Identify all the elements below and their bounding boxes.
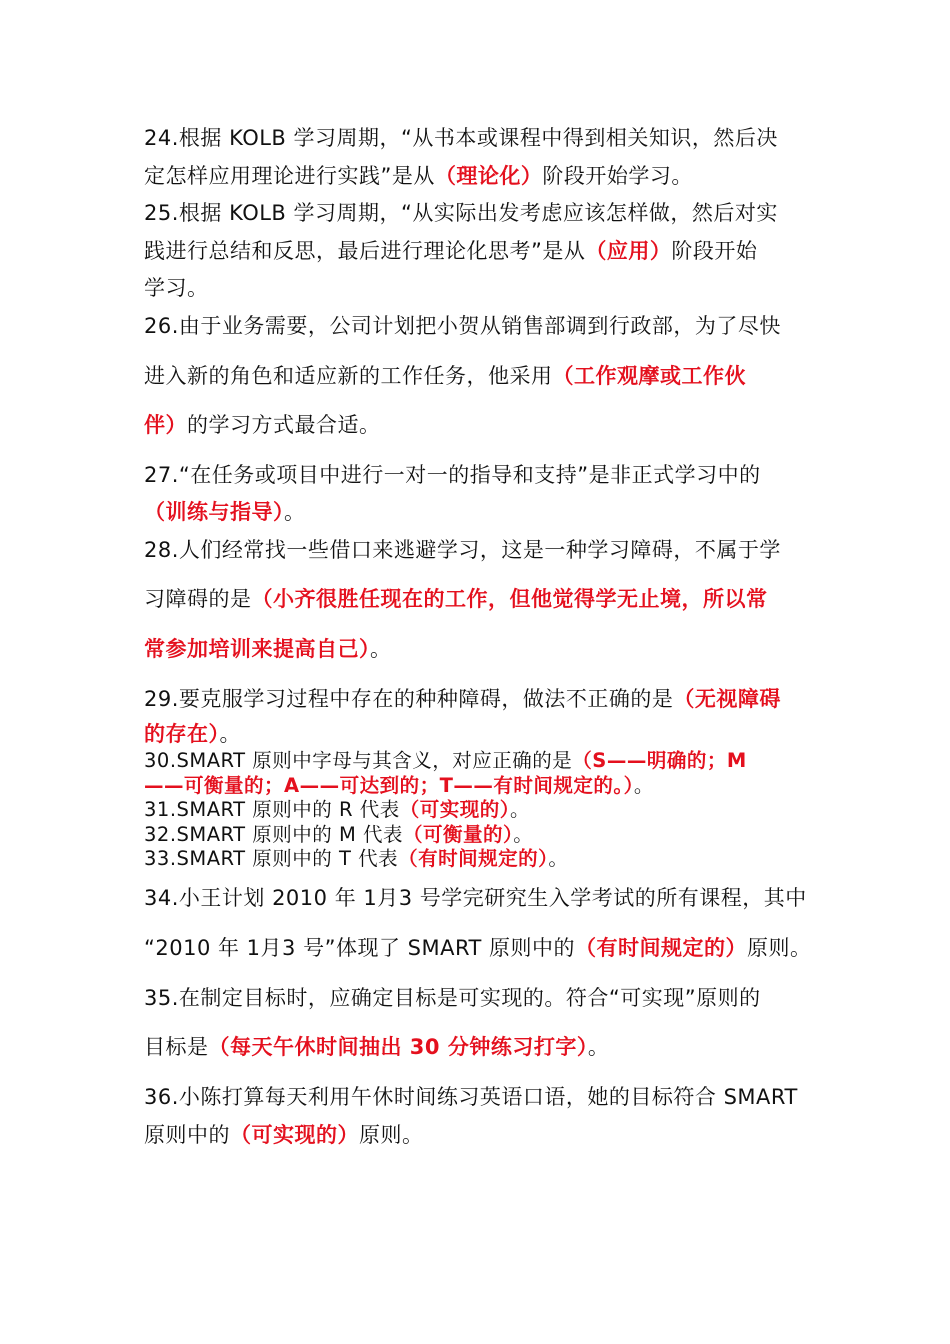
q29-answer: 的存在） (144, 722, 220, 746)
q29-text: 。 (219, 722, 241, 746)
q24-text: 24.根据 KOLB 学习周期，“从书本或课程中得到相关知识，然后决 (144, 126, 778, 150)
q35-line-1 (144, 984, 824, 1012)
q33-text: 。 (548, 847, 569, 870)
q29-text: 29.要克服学习过程中存在的种种障碍，做法不正确的是 (144, 687, 674, 711)
q28-answer: （小齐很胜任现在的工作，但他觉得学无止境，所以常 (251, 587, 768, 611)
q33-line (144, 846, 824, 871)
q36-answer: （可实现的） (230, 1123, 359, 1147)
q35-text: 。 (587, 1035, 610, 1059)
q24-line-2 (144, 162, 824, 190)
q25-text: 25.根据 KOLB 学习周期，“从实际出发考虑应该怎样做，然后对实 (144, 201, 778, 225)
q33-text: 33.SMART 原则中的 T 代表 (144, 847, 399, 870)
q26-line-2 (144, 362, 824, 390)
q34-answer: （有时间规定的） (575, 936, 748, 960)
q34-text: 34.小王计划 2010 年 1月3 号学完研究生入学考试的所有课程，其中 (144, 886, 807, 910)
q31-text: 。 (510, 798, 531, 821)
q27-line-1 (144, 461, 824, 489)
q24-text: 阶段开始学习。 (542, 164, 693, 188)
q25-text: 阶段开始 (671, 239, 758, 263)
q26-line-3 (144, 411, 824, 439)
q36-text: 36.小陈打算每天利用午休时间练习英语口语，她的目标符合 SMART (144, 1085, 798, 1109)
q32-text: 32.SMART 原则中的 M 代表 (144, 823, 404, 846)
q35-text: 35.在制定目标时，应确定目标是可实现的。符合“可实现”原则的 (144, 986, 761, 1010)
q30-line-1 (144, 748, 824, 773)
q31-text: 31.SMART 原则中的 R 代表 (144, 798, 400, 821)
q30-text: 。 (633, 774, 654, 797)
q33-answer: （有时间规定的） (398, 847, 549, 870)
q26-text: 26.由于业务需要，公司计划把小贺从销售部调到行政部，为了尽快 (144, 314, 781, 338)
q24-line-1 (144, 124, 824, 152)
q28-text: 28.人们经常找一些借口来逃避学习，这是一种学习障碍，不属于学 (144, 538, 781, 562)
q28-answer: 常参加培训来提高自己） (144, 637, 370, 661)
q27-answer: （训练与指导） (144, 500, 284, 524)
q27-text: 。 (284, 500, 306, 524)
q36-text: 原则。 (359, 1123, 424, 1147)
q28-line-2 (144, 585, 824, 613)
q32-text: 。 (513, 823, 534, 846)
q27-line-2 (144, 498, 824, 526)
q34-text: “2010 年 1月3 号”体现了 SMART 原则中的 (144, 936, 576, 960)
q30-answer: ——可衡量的；A——可达到的；T——有时间规定的。） (144, 774, 634, 797)
q34-line-2 (144, 934, 824, 962)
q35-answer: （每天午休时间抽出 30 分钟练习打字） (208, 1035, 588, 1059)
q29-line-1 (144, 685, 824, 713)
q29-answer: （无视障碍 (673, 687, 781, 711)
q27-text: 27.“在任务或项目中进行一对一的指导和支持”是非正式学习中的 (144, 463, 761, 487)
q25-answer: （应用） (585, 239, 672, 263)
q25-line-3 (144, 274, 824, 302)
q34-line-1 (144, 884, 824, 912)
q30-answer: （S——明确的；M (572, 749, 747, 772)
q35-text: 目标是 (144, 1035, 209, 1059)
q24-answer: （理论化） (434, 164, 543, 188)
q29-line-2 (144, 720, 824, 748)
q26-line-1 (144, 312, 824, 340)
q30-line-2 (144, 773, 824, 798)
q32-line (144, 822, 824, 847)
q32-answer: （可衡量的） (403, 823, 514, 846)
q25-line-2 (144, 237, 824, 265)
q35-line-2 (144, 1033, 824, 1061)
q26-text: 的学习方式最合适。 (187, 413, 381, 437)
q26-answer: 伴） (144, 413, 187, 437)
q24-text: 定怎样应用理论进行实践”是从 (144, 164, 435, 188)
q30-text: 30.SMART 原则中字母与其含义，对应正确的是 (144, 749, 573, 772)
q34-text: 原则。 (747, 936, 812, 960)
q31-line (144, 797, 824, 822)
q25-text: 践进行总结和反思，最后进行理论化思考”是从 (144, 239, 586, 263)
q26-answer: （工作观摩或工作伙 (552, 364, 746, 388)
q36-line-1 (144, 1083, 824, 1111)
q28-line-1 (144, 536, 824, 564)
q25-line-1 (144, 199, 824, 227)
q36-line-2 (144, 1121, 824, 1149)
q28-line-3 (144, 635, 824, 663)
q25-text: 学习。 (144, 276, 209, 300)
q28-text: 。 (370, 637, 392, 661)
q26-text: 进入新的角色和适应新的工作任务，他采用 (144, 364, 553, 388)
q28-text: 习障碍的是 (144, 587, 252, 611)
q36-text: 原则中的 (144, 1123, 230, 1147)
q31-answer: （可实现的） (399, 798, 511, 821)
